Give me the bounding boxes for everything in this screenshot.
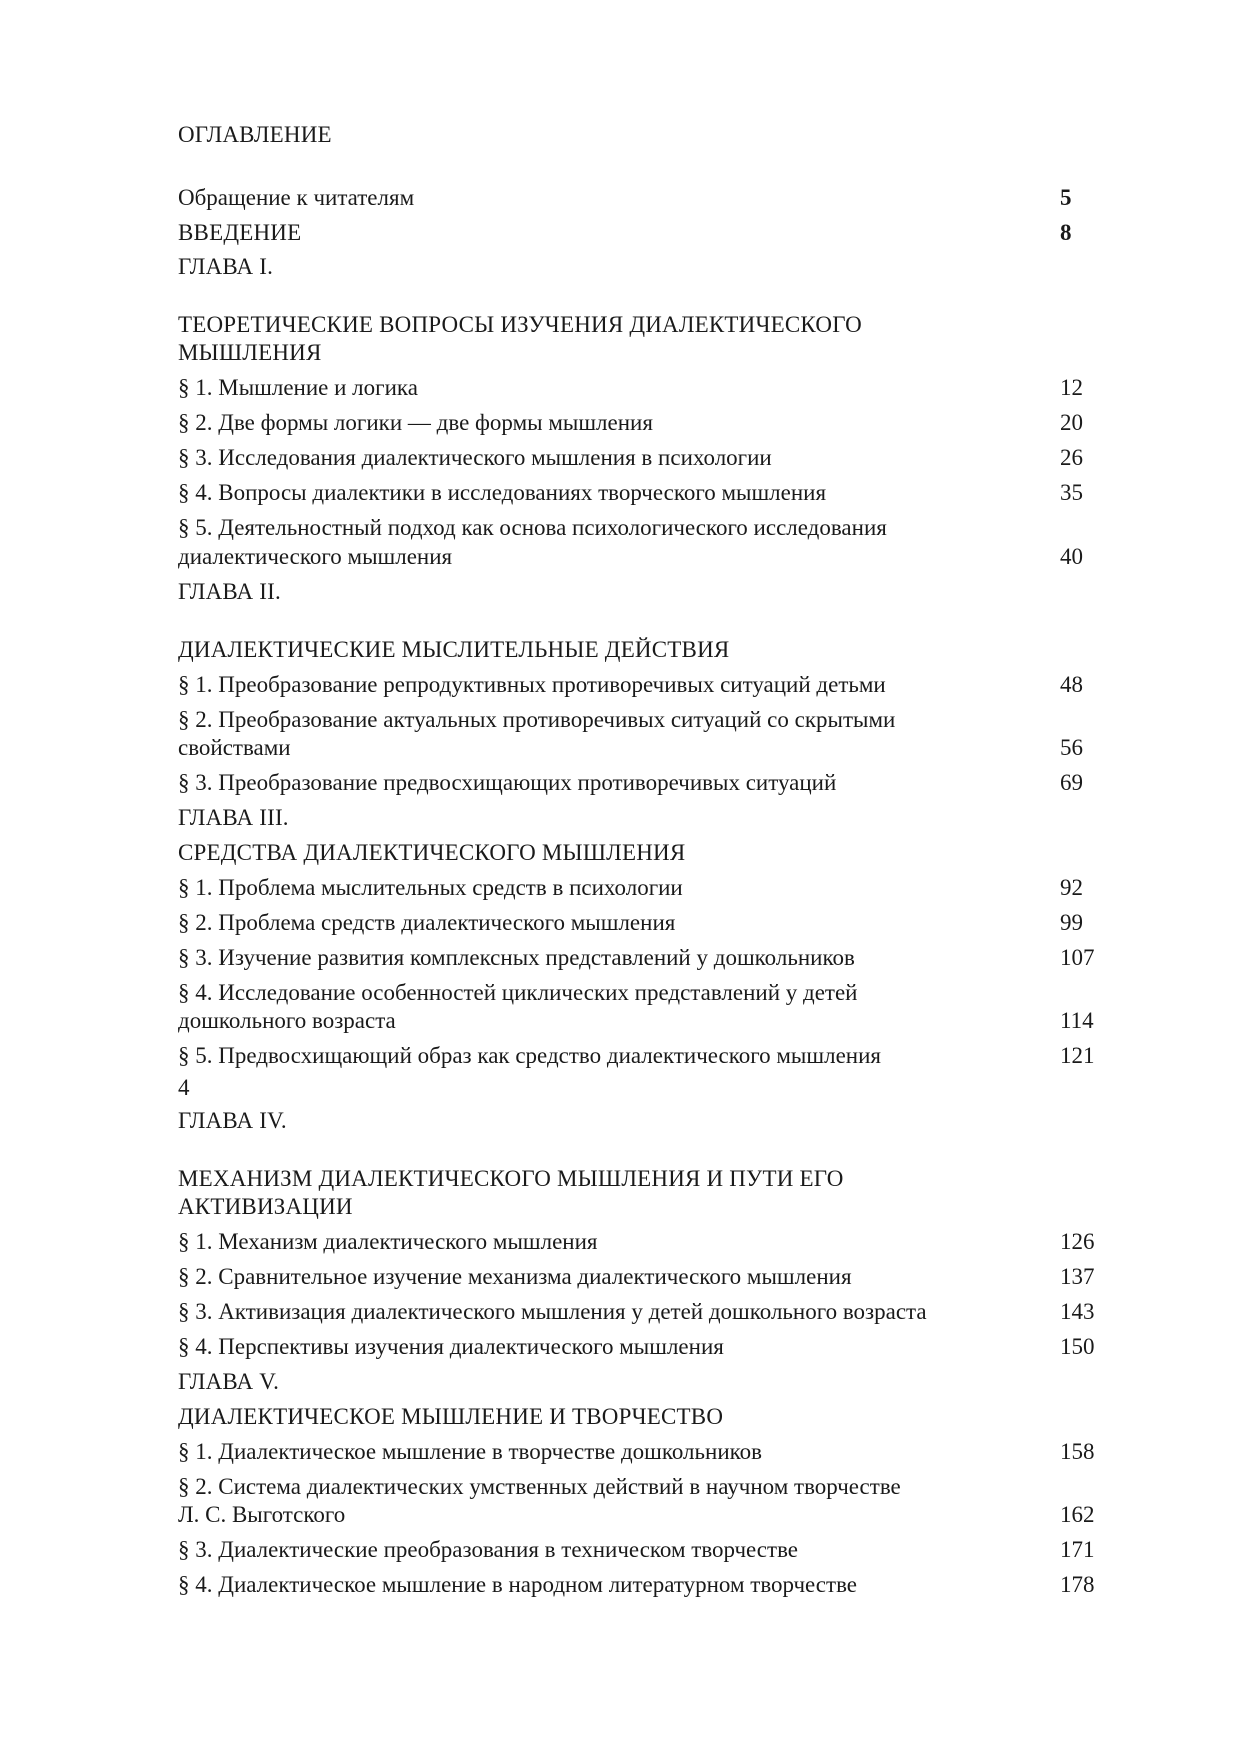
ch5-section-1-page: 158	[1060, 1439, 1095, 1464]
ch1-section-1-page: 12	[1060, 375, 1083, 400]
toc-page-intro: 5	[1060, 185, 1072, 210]
ch1-section-2-page: 20	[1060, 410, 1083, 435]
ch3-section-1-page: 92	[1060, 875, 1083, 900]
ch2-section-2-line2: свойствами	[178, 735, 291, 760]
ch2-section-2-page: 56	[1060, 735, 1083, 760]
chapter-1-title-line1: ТЕОРЕТИЧЕСКИЕ ВОПРОСЫ ИЗУЧЕНИЯ ДИАЛЕКТИЧЕСКОГО	[178, 312, 862, 337]
ch1-section-3-page: 26	[1060, 445, 1083, 470]
ch2-section-3: § 3. Преобразование предвосхищающих противоречивых ситуаций	[178, 770, 837, 795]
toc-title: ОГЛАВЛЕНИЕ	[178, 122, 332, 147]
ch4-section-1-page: 126	[1060, 1229, 1095, 1254]
ch2-section-3-page: 69	[1060, 770, 1083, 795]
ch4-section-4: § 4. Перспективы изучения диалектического мышления	[178, 1334, 724, 1359]
toc-entry-intro: Обращение к читателям	[178, 185, 415, 210]
ch1-section-1: § 1. Мышление и логика	[178, 375, 418, 400]
ch5-section-3-page: 171	[1060, 1537, 1095, 1562]
ch5-section-4: § 4. Диалектическое мышление в народном литературном творчестве	[178, 1572, 858, 1597]
chapter-1-title-line2: МЫШЛЕНИЯ	[178, 340, 322, 365]
ch2-section-1-page: 48	[1060, 672, 1083, 697]
ch3-section-5: § 5. Предвосхищающий образ как средство диалектического мышления	[178, 1043, 881, 1068]
ch1-section-4-page: 35	[1060, 480, 1083, 505]
ch5-section-2-page: 162	[1060, 1502, 1095, 1527]
ch5-section-1: § 1. Диалектическое мышление в творчестве дошкольников	[178, 1439, 763, 1464]
ch1-section-3: § 3. Исследования диалектического мышления в психологии	[178, 445, 772, 470]
ch3-section-4-line1: § 4. Исследование особенностей циклических представлений у детей	[178, 980, 858, 1005]
ch5-section-2-line2: Л. С. Выготского	[178, 1502, 346, 1527]
ch5-section-2-line1: § 2. Система диалектических умственных действий в научном творчестве	[178, 1474, 901, 1499]
ch4-section-1: § 1. Механизм диалектического мышления	[178, 1229, 598, 1254]
chapter-4-label: ГЛАВА IV.	[178, 1108, 287, 1133]
chapter-2-label: ГЛАВА II.	[178, 579, 281, 604]
ch5-section-4-page: 178	[1060, 1572, 1095, 1597]
chapter-4-title-line2: АКТИВИЗАЦИИ	[178, 1194, 353, 1219]
ch3-section-1: § 1. Проблема мыслительных средств в психологии	[178, 875, 683, 900]
ch1-section-5-line2: диалектического мышления	[178, 544, 453, 569]
stray-page-number: 4	[178, 1075, 190, 1100]
toc-entry-introduction: ВВЕДЕНИЕ	[178, 220, 302, 245]
chapter-5-label: ГЛАВА V.	[178, 1369, 280, 1394]
ch1-section-5-line1: § 5. Деятельностный подход как основа психологического исследования	[178, 515, 887, 540]
chapter-3-title: СРЕДСТВА ДИАЛЕКТИЧЕСКОГО МЫШЛЕНИЯ	[178, 840, 686, 865]
ch3-section-2: § 2. Проблема средств диалектического мышления	[178, 910, 676, 935]
ch1-section-5-page: 40	[1060, 544, 1083, 569]
chapter-4-title-line1: МЕХАНИЗМ ДИАЛЕКТИЧЕСКОГО МЫШЛЕНИЯ И ПУТИ ЕГО	[178, 1166, 844, 1191]
chapter-2-title: ДИАЛЕКТИЧЕСКИЕ МЫСЛИТЕЛЬНЫЕ ДЕЙСТВИЯ	[178, 637, 730, 662]
ch3-section-5-page: 121	[1060, 1043, 1095, 1068]
ch3-section-4-line2: дошкольного возраста	[178, 1008, 396, 1033]
ch2-section-2-line1: § 2. Преобразование актуальных противоречивых ситуаций со скрытыми	[178, 707, 896, 732]
ch5-section-3: § 3. Диалектические преобразования в техническом творчестве	[178, 1537, 799, 1562]
ch3-section-4-page: 114	[1060, 1008, 1094, 1033]
chapter-5-title: ДИАЛЕКТИЧЕСКОЕ МЫШЛЕНИЕ И ТВОРЧЕСТВО	[178, 1404, 724, 1429]
ch4-section-4-page: 150	[1060, 1334, 1095, 1359]
ch3-section-3-page: 107	[1060, 945, 1095, 970]
ch2-section-1: § 1. Преобразование репродуктивных противоречивых ситуаций детьми	[178, 672, 886, 697]
ch4-section-2: § 2. Сравнительное изучение механизма диалектического мышления	[178, 1264, 852, 1289]
ch4-section-3: § 3. Активизация диалектического мышления у детей дошкольного возраста	[178, 1299, 927, 1324]
ch3-section-3: § 3. Изучение развития комплексных представлений у дошкольников	[178, 945, 855, 970]
ch3-section-2-page: 99	[1060, 910, 1083, 935]
chapter-1-label: ГЛАВА I.	[178, 254, 274, 279]
ch4-section-2-page: 137	[1060, 1264, 1095, 1289]
ch4-section-3-page: 143	[1060, 1299, 1095, 1324]
chapter-3-label: ГЛАВА III.	[178, 805, 289, 830]
ch1-section-2: § 2. Две формы логики — две формы мышления	[178, 410, 653, 435]
toc-page-introduction: 8	[1060, 220, 1072, 245]
ch1-section-4: § 4. Вопросы диалектики в исследованиях творческого мышления	[178, 480, 827, 505]
